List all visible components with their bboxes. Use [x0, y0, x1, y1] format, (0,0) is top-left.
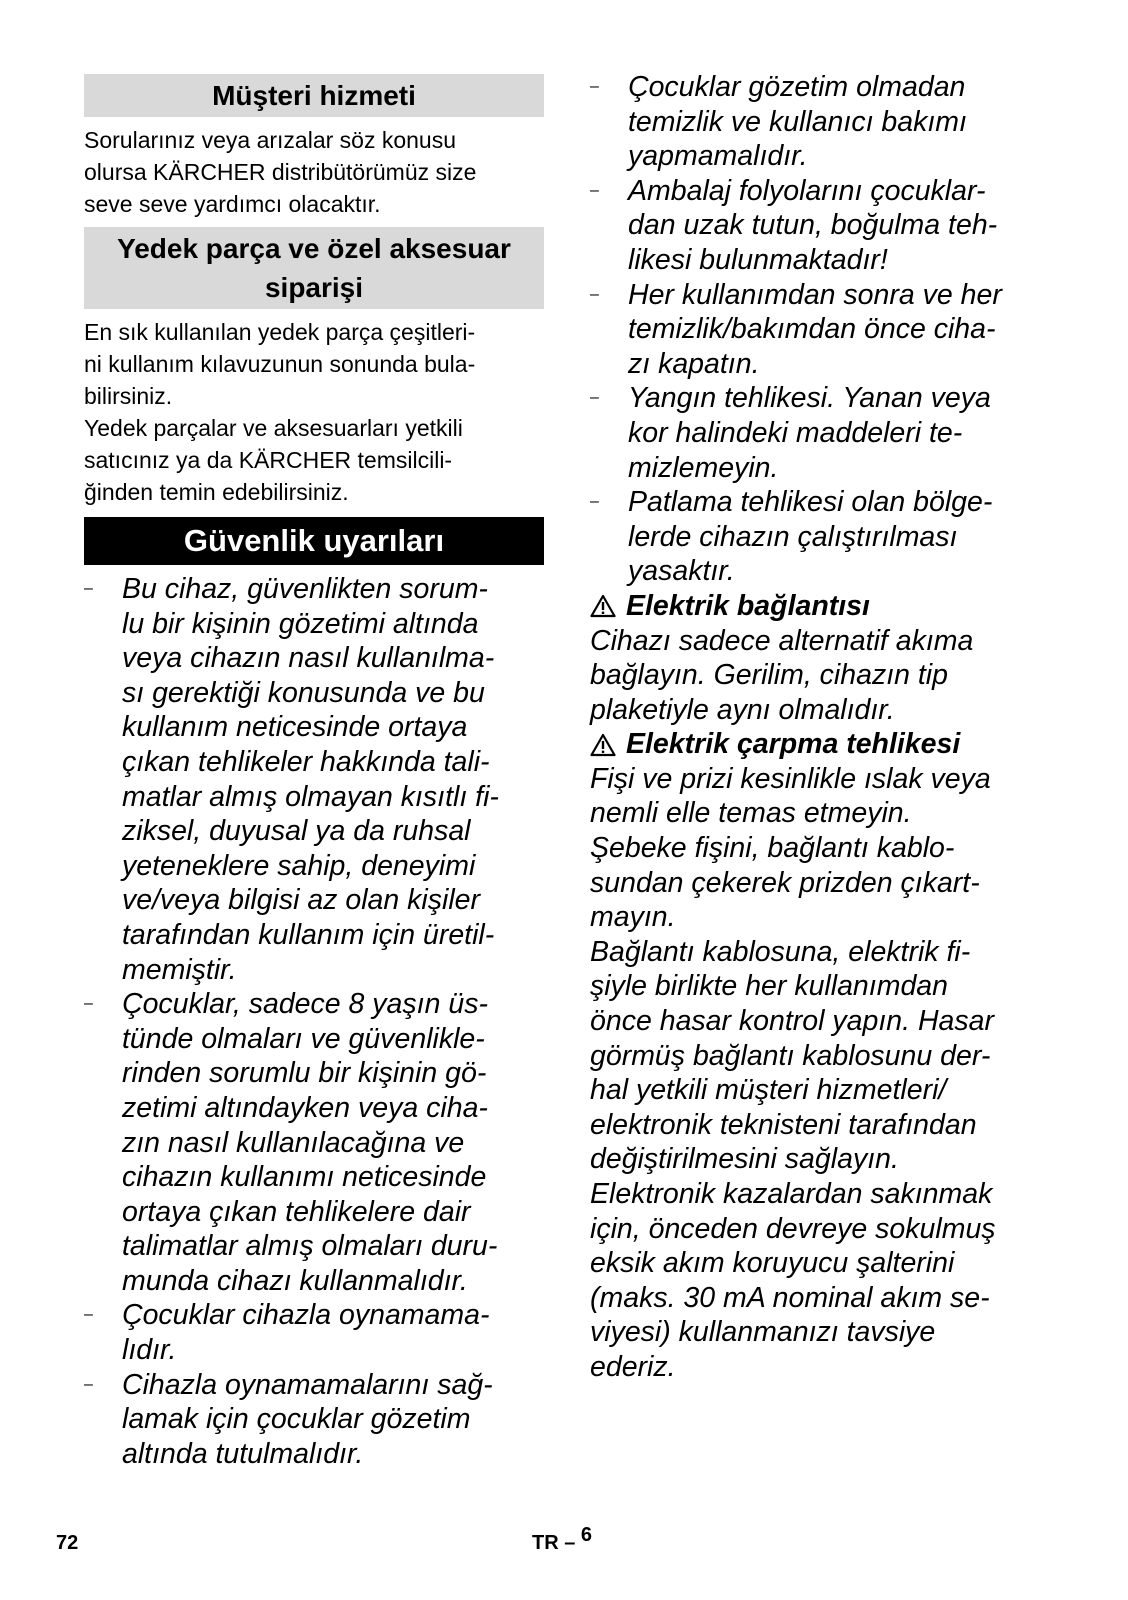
text-line: Bağlantı kablosuna, elektrik fi-	[590, 935, 971, 968]
text-line: Sorularınız veya arızalar söz konusu	[84, 127, 457, 153]
customer-service-text	[84, 124, 544, 220]
safety-list	[84, 572, 544, 1471]
section-marker	[532, 1524, 593, 1555]
list-item	[590, 70, 1050, 174]
item-line: temizlik ve kullanıcı bakımı	[628, 105, 967, 138]
text-line: önce hasar kontrol yapın. Hasar	[590, 1005, 994, 1038]
text-line: elektronik teknisteni tarafından	[590, 1108, 977, 1141]
item-line: Patlama tehlikesi olan bölge-	[628, 486, 993, 519]
electric-shock-text	[590, 762, 1050, 1385]
item-line: matlar almış olmayan kısıtlı fi-	[122, 780, 499, 813]
list-item	[590, 381, 1050, 485]
text-line: bağlayın. Gerilim, cihazın tip	[590, 659, 948, 692]
list-item	[84, 1298, 544, 1367]
text-line: eksik akım koruyucu şalterini	[590, 1247, 955, 1280]
item-line: Ambalaj folyolarını çocuklar-	[628, 174, 986, 207]
text-line: görmüş bağlantı kablosunu der-	[590, 1039, 991, 1072]
list-dash: –	[590, 78, 599, 95]
item-line: kullanım neticesinde ortaya	[122, 711, 468, 744]
item-line: yasaktır.	[628, 555, 735, 588]
page-number: 72	[56, 1532, 79, 1554]
list-dash: –	[84, 995, 93, 1013]
item-line: lamak için çocuklar gözetim	[122, 1403, 471, 1436]
text-line: bilirsiniz.	[84, 383, 173, 409]
text-line: için, önceden devreye sokulmuş	[590, 1212, 996, 1245]
item-line: mizlemeyin.	[628, 451, 779, 484]
list-item	[590, 174, 1050, 278]
list-item	[590, 485, 1050, 589]
item-line: dan uzak tutun, boğulma teh-	[628, 209, 998, 242]
text-line: viyesi) kullanmanızı tavsiye	[590, 1316, 936, 1349]
item-line: zın nasıl kullanılacağına ve	[122, 1126, 465, 1159]
warning-triangle-icon	[590, 594, 616, 618]
item-line: memiştir.	[122, 953, 237, 986]
section-number: 6	[580, 1524, 593, 1546]
item-line: lıdır.	[122, 1334, 177, 1367]
item-line: lerde cihazın çalıştırılması	[628, 520, 958, 553]
section-separator: –	[564, 1532, 576, 1554]
customer-service-heading: Müşteri hizmeti	[84, 74, 544, 117]
item-line: veya cihazın nasıl kullanılma-	[122, 642, 495, 675]
item-line: Bu cihaz, güvenlikten sorum-	[122, 573, 488, 605]
spare-parts-heading	[84, 227, 544, 309]
item-line: rinden sorumlu bir kişinin gö-	[122, 1057, 487, 1090]
list-dash: –	[590, 493, 599, 511]
text-line: ğinden temin edebilirsiniz.	[84, 479, 349, 505]
text-line: olursa KÄRCHER distribütörümüz size	[84, 159, 477, 185]
electric-shock-heading	[590, 727, 1050, 762]
right-column	[590, 70, 1050, 1385]
safety-heading: Güvenlik uyarıları	[84, 517, 544, 565]
left-column	[84, 74, 544, 1471]
language-code: TR	[532, 1532, 559, 1554]
item-line: altında tutulmalıdır.	[122, 1437, 364, 1470]
text-line: satıcınız ya da KÄRCHER temsilcili-	[84, 447, 453, 473]
list-dash: –	[590, 181, 599, 199]
text-line: şiyle birlikte her kullanımdan	[590, 970, 948, 1003]
item-line: yeteneklere sahip, deneyimi	[122, 849, 476, 882]
heading-text: Elektrik bağlantısı	[626, 589, 870, 622]
text-line: seve seve yardımcı olacaktır.	[84, 191, 381, 217]
item-line: Cihazla oynamamalarını sağ-	[122, 1368, 493, 1401]
item-line: ortaya çıkan tehlikelere dair	[122, 1195, 471, 1228]
list-item	[84, 572, 544, 987]
item-line: sı gerektiği konusunda ve bu	[122, 676, 485, 709]
text-line: (maks. 30 mA nominal akım se-	[590, 1281, 990, 1314]
text-line: ederiz.	[590, 1350, 676, 1383]
text-line: plaketiyle aynı olmalıdır.	[590, 693, 895, 726]
item-line: yapmamalıdır.	[628, 140, 808, 173]
list-item	[84, 987, 544, 1298]
item-line: Çocuklar cihazla oynamama-	[122, 1299, 490, 1332]
item-line: Her kullanımdan sonra ve her	[628, 278, 1002, 311]
item-line: Yangın tehlikesi. Yanan veya	[628, 382, 991, 415]
list-item	[84, 1368, 544, 1472]
item-line: Çocuklar gözetim olmadan	[628, 71, 966, 103]
list-dash: –	[590, 389, 599, 407]
text-line: hal yetkili müşteri hizmetleri/	[590, 1074, 947, 1107]
item-line: zı kapatın.	[628, 347, 760, 380]
item-line: zetimi altındayken veya ciha-	[122, 1091, 488, 1124]
text-line: ni kullanım kılavuzunun sonunda bula-	[84, 351, 476, 377]
item-line: ve/veya bilgisi az olan kişiler	[122, 884, 480, 917]
text-line: Cihazı sadece alternatif akıma	[590, 624, 974, 657]
text-line: Elektronik kazalardan sakınmak	[590, 1178, 993, 1210]
warning-triangle-icon	[590, 733, 616, 757]
text-line: mayın.	[590, 901, 676, 934]
list-dash: –	[84, 580, 93, 597]
item-line: likesi bulunmaktadır!	[628, 243, 888, 276]
item-line: Çocuklar, sadece 8 yaşın üs-	[122, 988, 488, 1021]
item-line: talimatlar almış olmaları duru-	[122, 1230, 498, 1263]
text-line: değiştirilmesini sağlayın.	[590, 1143, 899, 1176]
heading-line: Yedek parça ve özel aksesuar	[117, 233, 511, 264]
text-line: Yedek parçalar ve aksesuarları yetkili	[84, 415, 463, 441]
item-line: kor halindeki maddeleri te-	[628, 416, 963, 449]
list-dash: –	[590, 285, 599, 303]
text-line: En sık kullanılan yedek parça çeşitleri-	[84, 319, 476, 345]
safety-list-continued	[590, 70, 1050, 589]
item-line: cihazın kullanımı neticesinde	[122, 1161, 487, 1194]
spare-parts-text	[84, 316, 544, 508]
heading-line: siparişi	[264, 272, 364, 303]
text-line: Fişi ve prizi kesinlikle ıslak veya	[590, 762, 991, 795]
item-line: ziksel, duyusal ya da ruhsal	[122, 815, 471, 848]
list-item	[590, 278, 1050, 382]
text-line: Şebeke fişini, bağlantı kablo-	[590, 832, 955, 865]
item-line: temizlik/bakımdan önce ciha-	[628, 313, 996, 346]
text-line: sundan çekerek prizden çıkart-	[590, 866, 980, 899]
list-dash: –	[84, 1375, 93, 1393]
item-line: lu bir kişinin gözetimi altında	[122, 607, 479, 640]
list-dash: –	[84, 1306, 93, 1324]
item-line: tarafından kullanım için üretil-	[122, 918, 495, 951]
item-line: munda cihazı kullanmalıdır.	[122, 1264, 468, 1297]
text-line: nemli elle temas etmeyin.	[590, 797, 912, 830]
item-line: tünde olmaları ve güvenlikle-	[122, 1022, 485, 1055]
electric-connection-heading	[590, 589, 1050, 624]
heading-text: Elektrik çarpma tehlikesi	[626, 728, 961, 761]
item-line: çıkan tehlikeler hakkında tali-	[122, 745, 490, 778]
